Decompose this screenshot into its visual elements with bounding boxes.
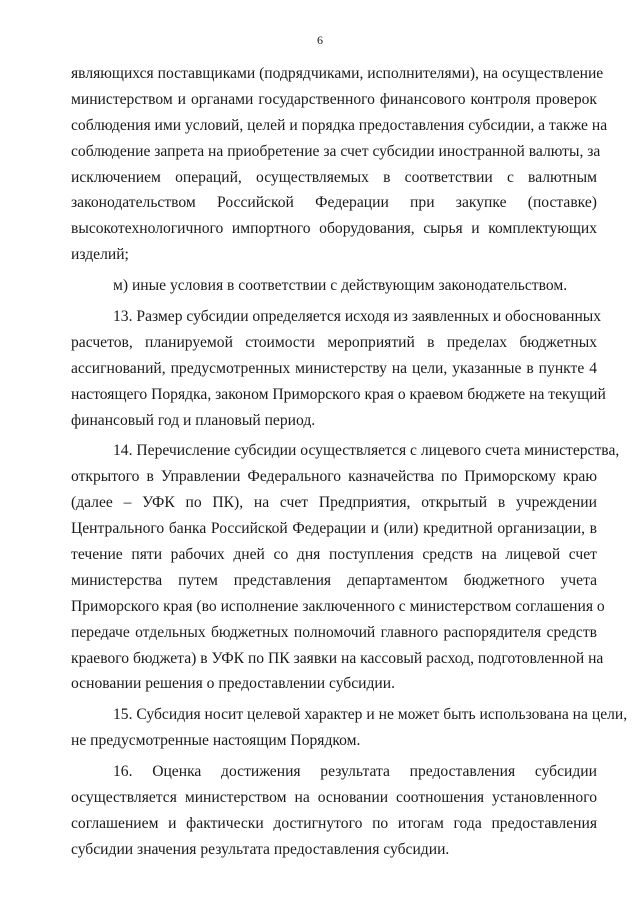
paragraph-13 [71, 304, 606, 433]
text-line: соглашением и фактически достигнутого по итогам года предоставления [71, 814, 597, 832]
paragraph-item-m [71, 273, 597, 299]
text-line: не предусмотренные настоящим Порядком. [71, 732, 361, 750]
text-line: течение пяти рабочих дней со дня поступления средств на лицевой счет [71, 546, 597, 564]
text-line: законодательством Российской Федерации при закупке (поставке) [71, 194, 597, 212]
paragraph-15 [71, 702, 628, 754]
text-line: настоящего Порядка, законом Приморского края о краевом бюджете на текущий [71, 385, 606, 403]
text-line: м) иные условия в соответствии с действующим законодательством. [113, 277, 568, 295]
text-line: краевого бюджета) в УФК по ПК заявки на кассовый расход, подготовленной на [71, 649, 604, 667]
text-line: соблюдение запрета на приобретение за счет субсидии иностранной валюты, за [71, 142, 601, 160]
paragraph-16 [71, 759, 597, 863]
text-line: Приморского края (во исполнение заключенного с министерством соглашения о [71, 597, 605, 615]
text-line: (далее – УФК по ПК), на счет Предприятия, открытый в учреждении [71, 494, 597, 512]
text-line: высокотехнологичного импортного оборудования, сырья и комплектующих [71, 220, 597, 238]
text-line: 15. Субсидия носит целевой характер и не может быть использована на цели, [113, 706, 628, 724]
text-line: расчетов, планируемой стоимости мероприятий в пределах бюджетных [71, 333, 597, 351]
text-line: финансовый год и плановый период. [71, 411, 316, 429]
text-line: исключением операций, осуществляемых в соответствии с валютным [71, 168, 597, 186]
text-line: министерства путем представления департаментом бюджетного учета [71, 571, 597, 589]
text-line: 16. Оценка достижения результата предоставления субсидии [113, 763, 597, 781]
text-line: субсидии значения результата предоставления субсидии. [71, 840, 450, 858]
text-line: изделий; [71, 246, 129, 264]
text-line: министерством и органами государственного финансового контроля проверок [71, 90, 597, 108]
text-line: открытого в Управлении Федерального казначейства по Приморскому краю [71, 468, 597, 486]
paragraph-14 [71, 438, 620, 697]
document-body [71, 61, 628, 863]
text-line: являющихся поставщиками (подрядчиками, исполнителями), на осуществление [71, 65, 604, 82]
paragraph-continuation [71, 61, 608, 268]
text-line: основании решения о предоставлении субсидии. [71, 675, 396, 693]
text-line: осуществляется министерством на основании соотношения установленного [71, 789, 597, 807]
text-line: Центрального банка Российской Федерации и (или) кредитной организации, в [71, 520, 597, 538]
text-line: передаче отдельных бюджетных полномочий главного распорядителя средств [71, 623, 597, 641]
text-line: соблюдения ими условий, целей и порядка предоставления субсидии, а также на [71, 116, 608, 134]
text-line: 14. Перечисление субсидии осуществляется с лицевого счета министерства, [113, 442, 620, 460]
page-number: 6 [317, 33, 323, 47]
text-line: ассигнований, предусмотренных министерству на цели, указанные в пункте 4 [71, 359, 597, 377]
text-line: 13. Размер субсидии определяется исходя из заявленных и обоснованных [113, 308, 602, 326]
